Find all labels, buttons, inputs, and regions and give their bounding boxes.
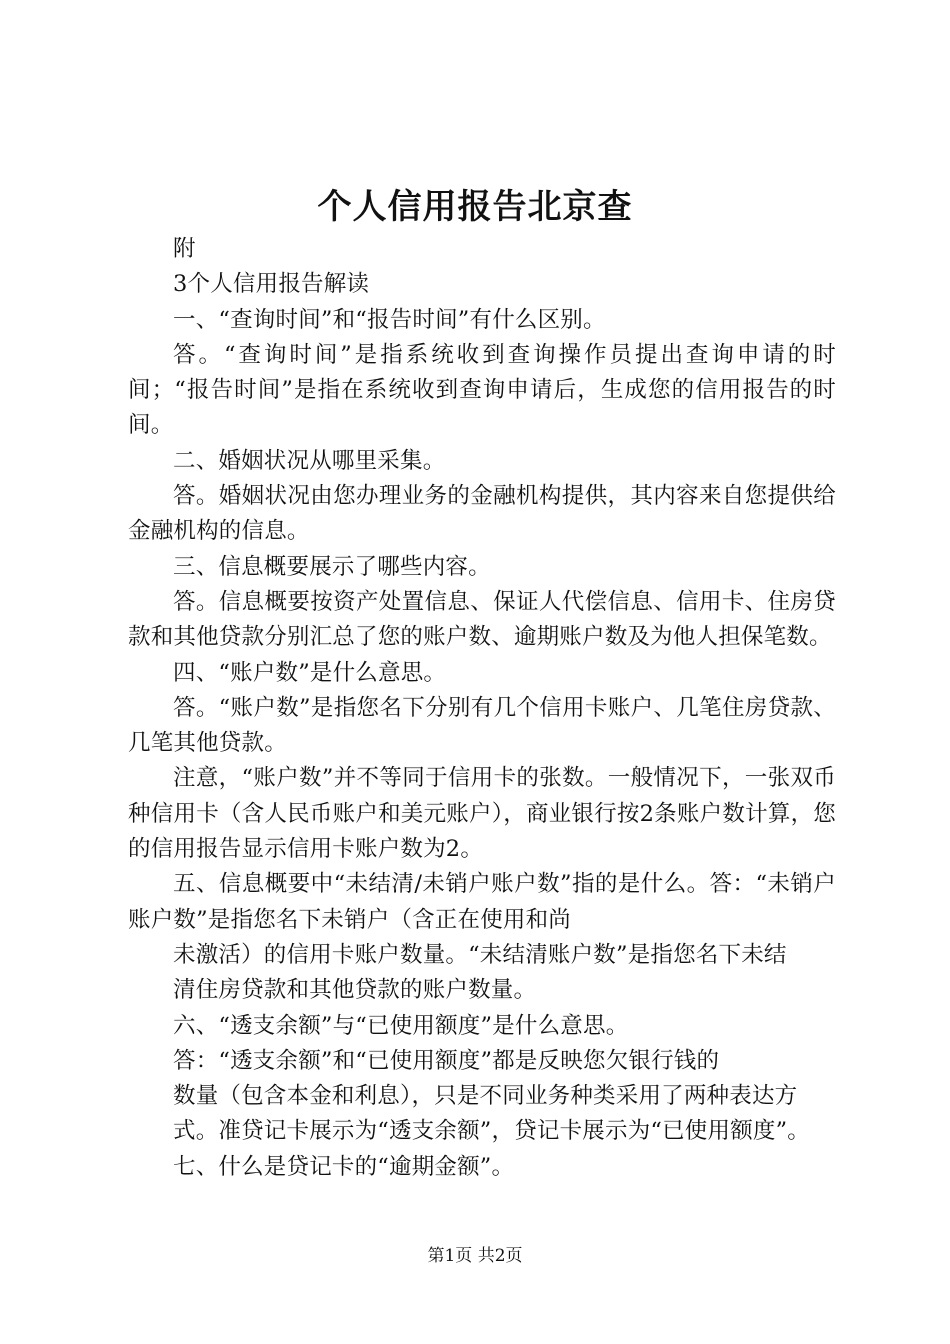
paragraph: 清住房贷款和其他贷款的账户数量。: [173, 977, 537, 1004]
document-title: 个人信用报告北京查: [317, 187, 633, 227]
paragraph: 数量（包含本金和利息），只是不同业务种类采用了两种表达方: [173, 1083, 798, 1110]
paragraph: 答：“透支余额”和“已使用额度”都是反映您欠银行钱的: [173, 1047, 720, 1074]
paragraph: 注意，“账户数”并不等同于信用卡的张数。一般情况下，一张双币种信用卡（含人民币账户和美元账户），商业银行按2条账户数计算，您的信用报告显示信用卡账户数为2。: [128, 765, 836, 863]
paragraph: 答。婚姻状况由您办理业务的金融机构提供，其内容来自您提供给金融机构的信息。: [128, 483, 836, 545]
paragraph: 答。信息概要按资产处置信息、保证人代偿信息、信用卡、住房贷款和其他贷款分别汇总了您的账户数、逾期账户数及为他人担保笔数。: [128, 588, 836, 651]
paragraph: 附: [173, 236, 196, 262]
paragraph: 五、信息概要中“未结清/未销户账户数”指的是什么。答：“未销户账户数”是指您名下未销户（含正在使用和尚: [128, 871, 836, 933]
paragraph: 七、什么是贷记卡的“逾期金额”。: [173, 1153, 515, 1180]
paragraph: 式。准贷记卡展示为“透支余额”，贷记卡展示为“已使用额度”。: [173, 1118, 811, 1145]
paragraph: 六、“透支余额”与“已使用额度”是什么意思。: [173, 1012, 629, 1039]
paragraph: 未激活）的信用卡账户数量。“未结清账户数”是指您名下未结: [173, 941, 787, 968]
paragraph: 3个人信用报告解读: [173, 271, 370, 298]
paragraph: 答。“账户数”是指您名下分别有几个信用卡账户、几笔住房贷款、几笔其他贷款。: [128, 694, 836, 757]
paragraph: 一、“查询时间”和“报告时间”有什么区别。: [173, 306, 606, 333]
page-number-footer: 第1页 共2页: [427, 1246, 523, 1266]
paragraph: 四、“账户数”是什么意思。: [173, 659, 447, 686]
paragraph: 答。“查询时间”是指系统收到查询操作员提出查询申请的时间；“报告时间”是指在系统收到查询申请后，生成您的信用报告的时间。: [128, 341, 836, 439]
paragraph: 二、婚姻状况从哪里采集。: [173, 447, 446, 474]
document-body: [128, 232, 836, 1185]
paragraph: 三、信息概要展示了哪些内容。: [173, 553, 491, 580]
